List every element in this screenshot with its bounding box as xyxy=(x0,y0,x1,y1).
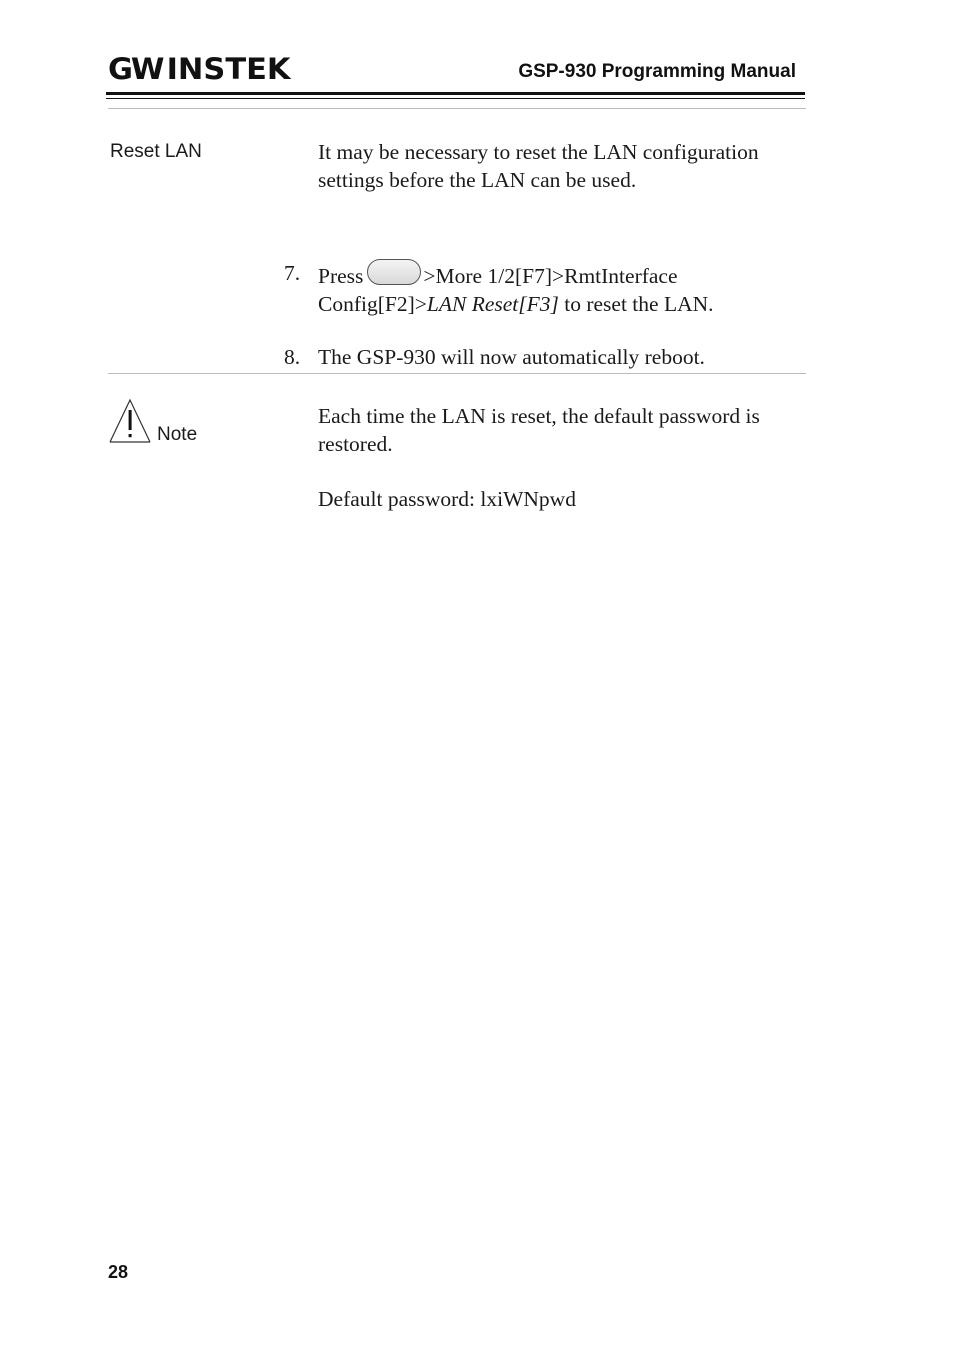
page-number: 28 xyxy=(108,1262,129,1282)
note-label: Note xyxy=(157,424,198,445)
step-8-number: 8. xyxy=(284,345,301,369)
step-7-number: 7. xyxy=(284,261,301,285)
warning-icon xyxy=(109,398,151,444)
note-line-1: Each time the LAN is reset, the default password is restored. xyxy=(318,404,760,456)
logo-gw: GW xyxy=(108,52,163,86)
header-rule-thin xyxy=(106,98,805,99)
utility-key-icon xyxy=(367,259,421,285)
note-line-2: Default password: lxiWNpwd xyxy=(318,487,576,511)
logo-name: INSTEK xyxy=(166,52,291,86)
step-7-path: >More 1/2[F7]>RmtInterface Config[F2]> xyxy=(318,264,678,316)
step-7-text xyxy=(318,259,788,318)
table-top-rule xyxy=(108,108,806,109)
header-rule-thick xyxy=(106,92,805,95)
step-7-end: to reset the LAN. xyxy=(558,292,714,316)
section-label: Reset LAN xyxy=(110,141,202,162)
gw-instek-logo xyxy=(108,52,291,86)
section-intro: It may be necessary to reset the LAN configuration settings before the LAN can be used. xyxy=(318,140,759,192)
step-7-press: Press xyxy=(318,264,364,288)
section-separator xyxy=(108,373,806,374)
step-7-italic: LAN Reset[F3] xyxy=(426,292,559,316)
manual-title: GSP-930 Programming Manual xyxy=(518,61,796,82)
step-8-text: The GSP-930 will now automatically reboot. xyxy=(318,345,705,369)
